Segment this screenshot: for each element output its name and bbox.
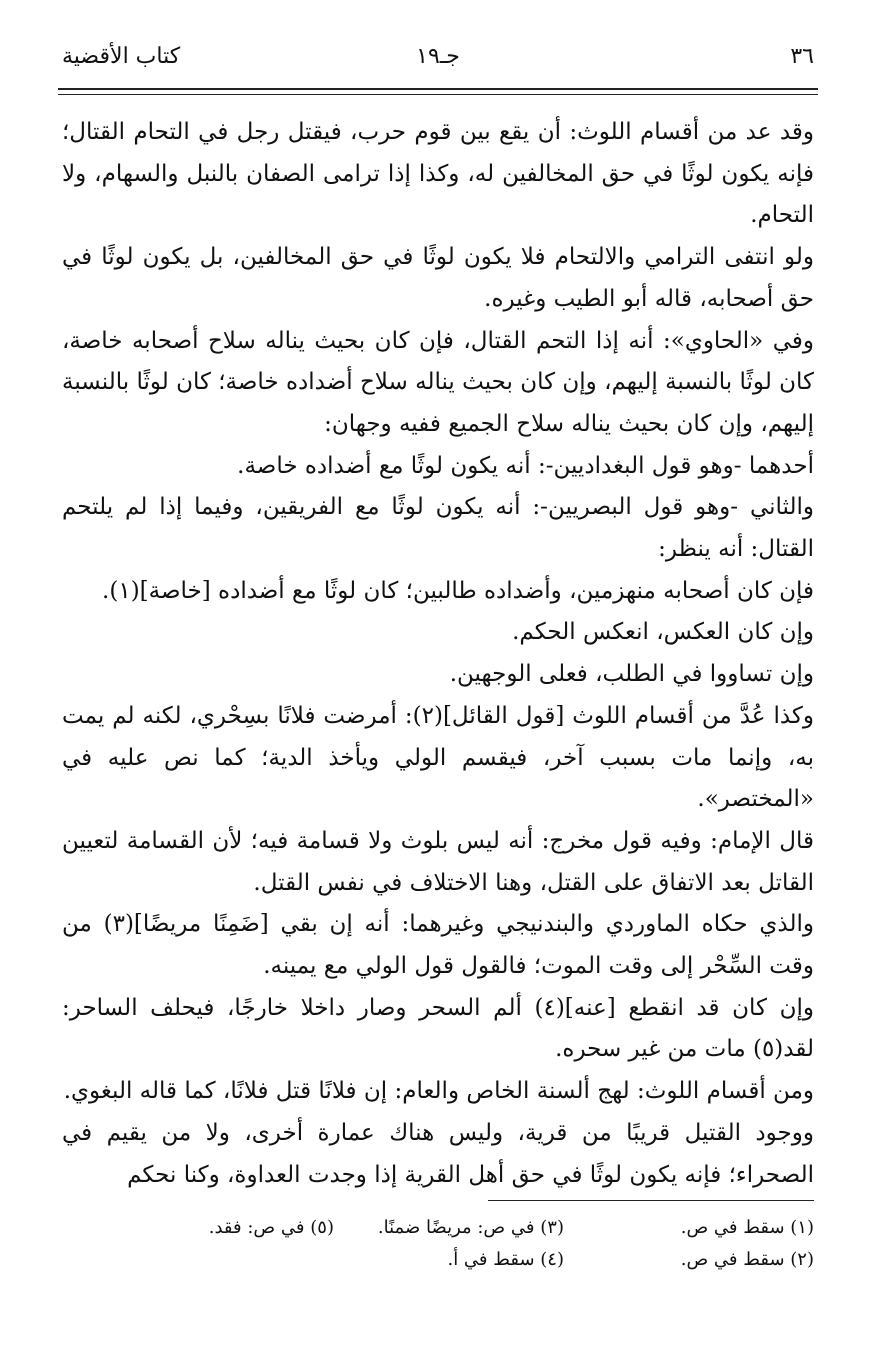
footnote-number: (١): [790, 1217, 814, 1238]
footnote-number: (٢): [790, 1249, 814, 1270]
footnote-text: في ص: مريضًا ضمنًا.: [377, 1217, 535, 1238]
paragraph: ومن أقسام اللوث: لهج ألسنة الخاص والعام: إن فلانًا قتل فلانًا، كما قاله البغوي.: [63, 1078, 814, 1105]
footnote-number: (٥): [310, 1217, 334, 1238]
footnote-number: (٤): [540, 1249, 564, 1270]
footnote: [681, 1244, 814, 1276]
footnote-text: في ص: فقد.: [208, 1217, 305, 1238]
header-rule-thick: [58, 88, 818, 90]
book-title: كتاب الأقضية: [62, 44, 181, 69]
paragraph: ولو انتفى الترامي والالتحام فلا يكون لوثًا في حق المخالفين، بل يكون لوثًا في حق أصحابه، قاله أبو الطيب وغيره.: [62, 244, 814, 312]
footnote: [378, 1212, 564, 1244]
paragraph: وإن كان العكس، انعكس الحكم.: [512, 619, 814, 646]
footnote-row: [62, 1212, 814, 1244]
footnote-row: [62, 1244, 814, 1276]
paragraph: وإن تساووا في الطلب، فعلى الوجهين.: [449, 661, 814, 688]
footnote: [681, 1212, 814, 1244]
footnotes: [62, 1212, 814, 1276]
footnote: [447, 1244, 564, 1276]
header-rule-thin: [58, 94, 818, 95]
paragraph: فإن كان أصحابه منهزمين، وأضداده طالبين؛ كان لوثًا مع أضداده [خاصة](١).: [102, 577, 814, 604]
footnote-number: (٣): [540, 1217, 564, 1238]
main-text: [62, 112, 814, 1196]
page-number: ٣٦: [790, 44, 814, 69]
footnote: [209, 1212, 334, 1244]
volume-number: جـ١٩: [416, 44, 460, 69]
paragraph: وقد عد من أقسام اللوث: أن يقع بين قوم حرب، فيقتل رجل في التحام القتال؛ فإنه يكون لوثًا في حق المخالفين له، وكذا إذا ترامى الصفان بالنبل والسهام، ولا التحام.: [62, 119, 815, 229]
footnote-text: سقط في أ.: [447, 1249, 535, 1270]
paragraph: وفي «الحاوي»: أنه إذا التحم القتال، فإن كان بحيث يناله سلاح أصحابه خاصة، كان لوثًا بالنسبة إليهم، وإن كان بحيث يناله سلاح أضداده خاصة؛ كان لوثًا بالنسبة إليهم، وإن كان بحيث يناله سلاح الجميع ففيه وجهان:: [62, 327, 814, 437]
paragraph: وإن كان قد انقطع [عنه](٤) ألم السحر وصار داخلا خارجًا، فيحلف الساحر: لقد(٥) مات من غير سحره.: [62, 994, 815, 1063]
paragraph: والذي حكاه الماوردي والبندنيجي وغيرهما: أنه إن بقي [ضَمِنًا مريضًا](٣) من وقت السِّحْر إلى وقت الموت؛ فالقول قول الولي مع يمينه.: [62, 911, 814, 980]
paragraph: وكذا عُدَّ من أقسام اللوث [قول القائل](٢): أمرضت فلانًا بسِحْري، لكنه لم يمت به، وإنما مات بسبب آخر، فيقسم الولي ويأخذ الدية؛ كما نص عليه في «المختصر».: [62, 702, 814, 813]
paragraph: ووجود القتيل قريبًا من قرية، وليس هناك عمارة أخرى، ولا من يقيم في الصحراء؛ فإنه يكون لوثًا في حق أهل القرية إذا وجدت العداوة، وكنا نحكم: [62, 1119, 814, 1188]
footnote-text: سقط في ص.: [680, 1249, 785, 1270]
paragraph: والثاني -وهو قول البصريين-: أنه يكون لوثًا مع الفريقين، وفيما إذا لم يلتحم القتال: أنه ينظر:: [62, 494, 814, 563]
page-header: [62, 44, 814, 88]
paragraph: أحدهما -وهو قول البغداديين-: أنه يكون لوثًا مع أضداده خاصة.: [237, 452, 814, 479]
footnote-text: سقط في ص.: [680, 1217, 785, 1238]
paragraph: قال الإمام: وفيه قول مخرج: أنه ليس بلوث ولا قسامة فيه؛ لأن القسامة لتعيين القاتل بعد الاتفاق على القتل، وهنا الاختلاف في نفس القتل.: [62, 827, 814, 896]
footnote-separator: [488, 1200, 814, 1201]
